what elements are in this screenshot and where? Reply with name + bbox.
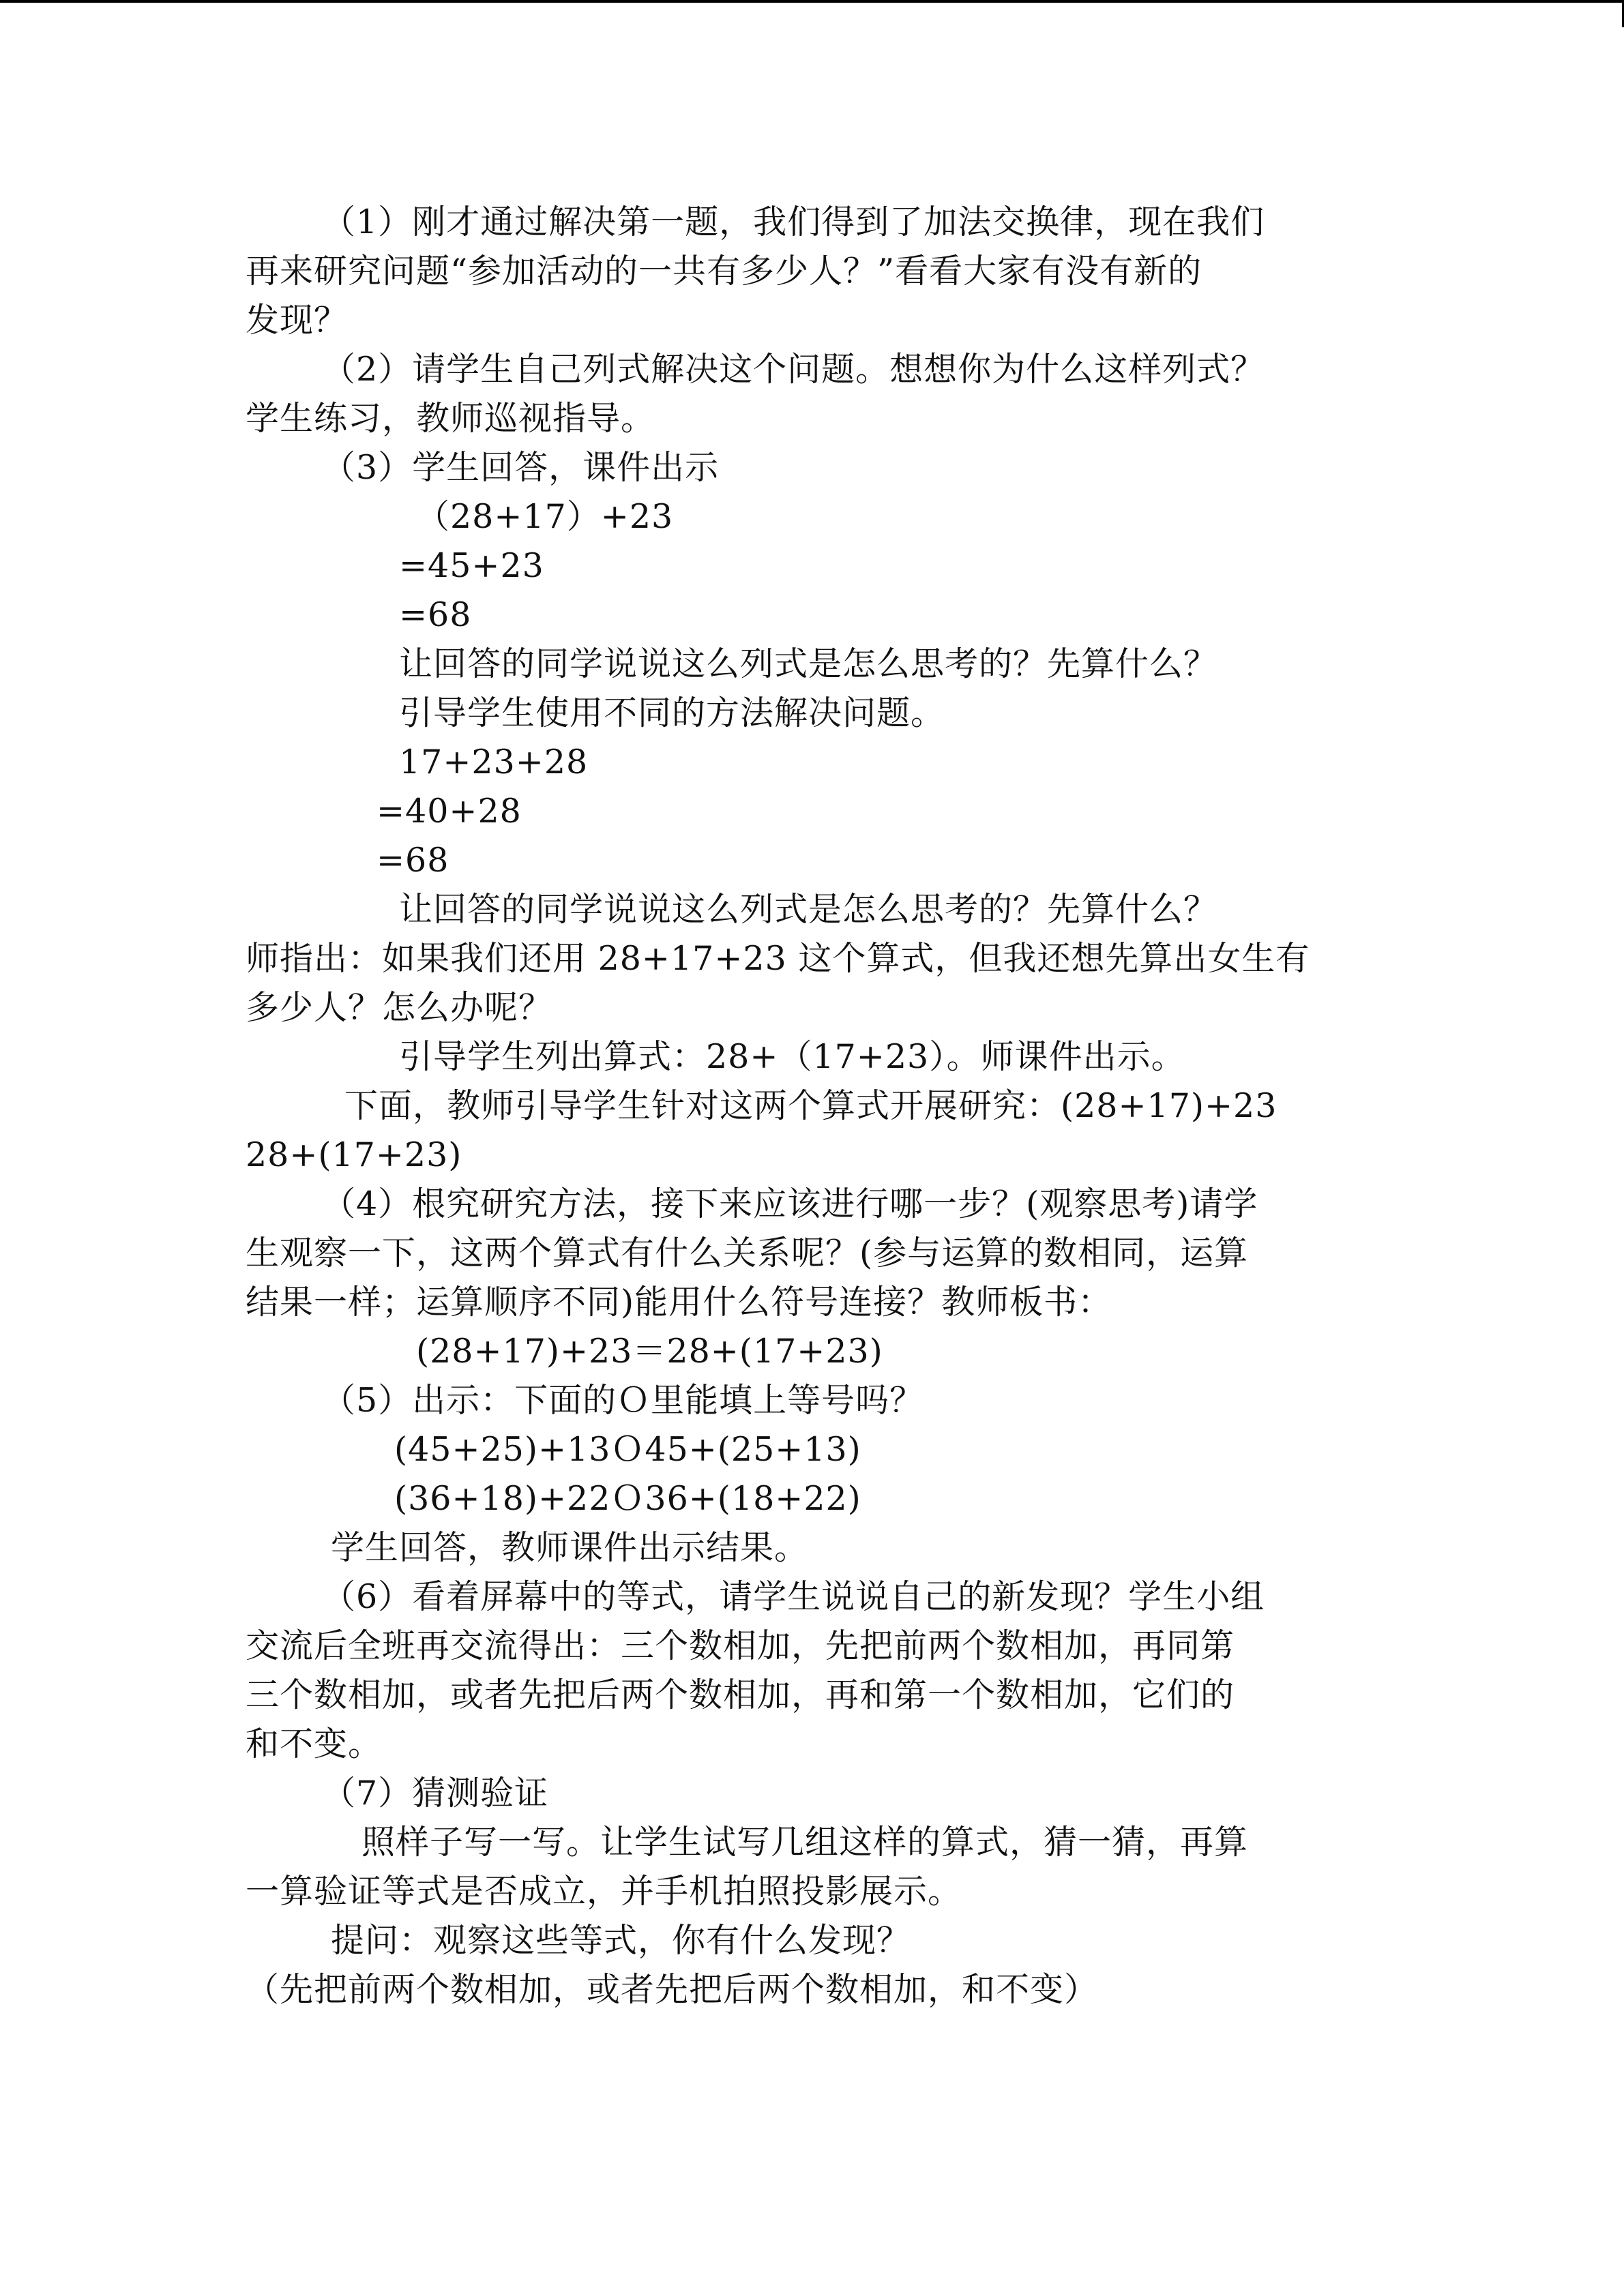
text-line: （5）出示：下面的Ｏ里能填上等号吗？	[322, 1381, 924, 1420]
formula-line: 17+23+28	[399, 743, 589, 781]
text-line: 让回答的同学说说这么列式是怎么思考的？先算什么？	[399, 890, 1218, 929]
text-line: （2）请学生自己列式解决这个问题。想想你为什么这样列式？	[322, 350, 1265, 389]
formula-line: =68	[377, 841, 449, 880]
formula-line: (28+17)+23＝28+(17+23)	[416, 1332, 883, 1371]
document-body	[246, 198, 1378, 2014]
text-line: 再来研究问题“参加活动的一共有多少人？”看看大家有没有新的	[246, 252, 1202, 290]
text-line: 照样子写一写。让学生试写几组这样的算式，猜一猜，再算	[361, 1823, 1249, 1862]
text-line: （7）猜测验证	[322, 1774, 549, 1813]
text-line: 发现？	[246, 301, 349, 340]
formula-line: =45+23	[399, 546, 544, 585]
text-line: 多少人？怎么办呢？	[246, 988, 553, 1027]
text-line: （6）看着屏幕中的等式，请学生说说自己的新发现？学生小组	[322, 1577, 1265, 1616]
text-line: 引导学生列出算式：28+（17+23）。师课件出示。	[399, 1037, 1185, 1076]
formula-line: （28+17）+23	[416, 497, 674, 536]
text-line: （1）刚才通过解决第一题，我们得到了加法交换律，现在我们	[322, 203, 1265, 241]
text-line: 三个数相加，或者先把后两个数相加，再和第一个数相加，它们的	[246, 1675, 1235, 1714]
text-line: （4）根究研究方法，接下来应该进行哪一步？(观察思考)请学	[322, 1184, 1258, 1223]
text-line: 生观察一下，这两个算式有什么关系呢？(参与运算的数相同，运算	[246, 1234, 1249, 1272]
text-line: 提问：观察这些等式，你有什么发现？	[331, 1921, 911, 1960]
formula-line: 28+(17+23)	[246, 1135, 462, 1174]
text-line: 一算验证等式是否成立，并手机拍照投影展示。	[246, 1872, 962, 1911]
text-line: 引导学生使用不同的方法解决问题。	[399, 694, 945, 732]
text-line: 学生练习，教师巡视指导。	[246, 399, 655, 438]
text-line: 和不变。	[246, 1725, 383, 1763]
formula-line: (36+18)+22Ｏ36+(18+22)	[394, 1479, 861, 1518]
formula-line: =68	[399, 595, 472, 634]
top-border	[0, 0, 1624, 3]
text-line: 学生回答，教师课件出示结果。	[331, 1528, 809, 1567]
text-line: （3）学生回答，课件出示	[322, 448, 720, 487]
text-line: 下面，教师引导学生针对这两个算式开展研究：(28+17)+23	[344, 1086, 1278, 1125]
formula-line: (45+25)+13Ｏ45+(25+13)	[394, 1430, 861, 1469]
text-line: 交流后全班再交流得出：三个数相加，先把前两个数相加，再同第	[246, 1626, 1235, 1665]
text-line: （先把前两个数相加，或者先把后两个数相加，和不变）	[246, 1970, 1099, 2009]
text-line: 师指出：如果我们还用 28+17+23 这个算式，但我还想先算出女生有	[246, 939, 1310, 978]
formula-line: =40+28	[377, 792, 522, 831]
text-line: 结果一样；运算顺序不同)能用什么符号连接？教师板书：	[246, 1283, 1112, 1322]
text-line: 让回答的同学说说这么列式是怎么思考的？先算什么？	[399, 644, 1218, 683]
